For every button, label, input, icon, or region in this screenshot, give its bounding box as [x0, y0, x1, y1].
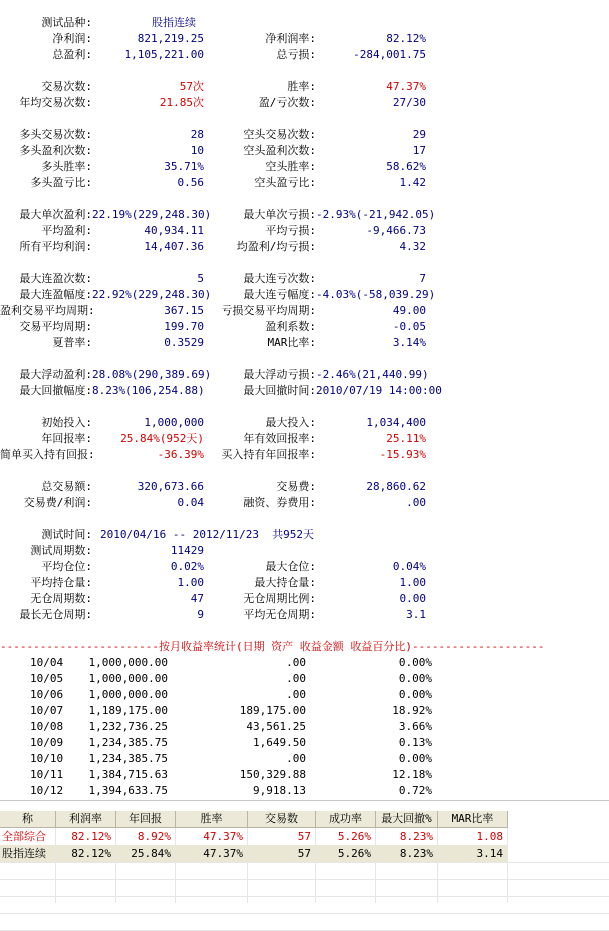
grid-line: [0, 896, 609, 897]
short-trades-value: 29: [412, 128, 426, 141]
grid-cell: 47.37%: [176, 828, 248, 845]
fee-profit-value: 0.04: [177, 496, 204, 509]
avg-profit-value: 40,934.11: [144, 224, 204, 237]
win-loss-count-label: 盈/亏次数:: [258, 96, 316, 109]
monthly-pct: 0.00%: [398, 672, 432, 685]
mar-value: 3.14%: [392, 336, 426, 349]
grid-cell: 82.12%: [56, 828, 116, 845]
long-wins-label: 多头盈利次数:: [19, 144, 92, 157]
short-win-rate-value: 58.62%: [386, 160, 426, 173]
monthly-row: [0, 719, 609, 735]
no-pos-periods-label: 无仓周期数:: [30, 592, 92, 605]
row-holding: [0, 575, 609, 591]
monthly-amount: .00: [286, 672, 306, 685]
monthly-date: 10/06: [30, 688, 64, 701]
grid-cell: 57: [248, 828, 316, 845]
monthly-date: 10/09: [30, 736, 64, 749]
grid-column-line: [175, 828, 176, 903]
long-trades-label: 多头交易次数:: [19, 128, 92, 141]
max-drawdown-value: 8.23%(106,254.88): [92, 384, 205, 397]
max-holding-value: 1.00: [399, 576, 426, 589]
test-time-value: 2010/04/16 -- 2012/11/23 共952天: [100, 528, 315, 541]
annual-eff-return-label: 年有效回报率:: [243, 432, 316, 445]
monthly-row: [0, 735, 609, 751]
monthly-amount: .00: [286, 752, 306, 765]
max-consec-wins-label: 最大连盈次数:: [19, 272, 92, 285]
trades-label: 交易次数:: [41, 80, 92, 93]
short-win-rate-label: 空头胜率:: [265, 160, 316, 173]
trade-avg-period-label: 交易平均周期:: [19, 320, 92, 333]
monthly-asset: 1,189,175.00: [88, 704, 168, 717]
avg-no-pos-label: 平均无仓周期:: [243, 608, 316, 621]
row-buy-hold: [0, 447, 609, 463]
monthly-pct: 18.92%: [392, 704, 432, 717]
monthly-date: 10/11: [30, 768, 64, 781]
grid-column-line: [55, 828, 56, 903]
annual-eff-return-value: 25.11%: [386, 432, 426, 445]
bh-return-value: -36.39%: [157, 448, 204, 461]
grid-cell: 82.12%: [56, 845, 116, 862]
row-avg-period: [0, 319, 609, 335]
no-pos-ratio-value: 0.00: [399, 592, 426, 605]
monthly-date: 10/07: [30, 704, 64, 717]
row-long-trades: [0, 127, 609, 143]
avg-loss-label: 平均亏损:: [265, 224, 316, 237]
avg-position-label: 平均仓位:: [41, 560, 92, 573]
avg-ratio-label: 均盈利/均亏损:: [236, 240, 316, 253]
monthly-amount: 189,175.00: [239, 704, 306, 717]
monthly-asset: 1,234,385.75: [88, 752, 168, 765]
grid-header-cell[interactable]: 利润率: [56, 811, 116, 828]
net-profit-value: 821,219.25: [137, 32, 204, 45]
monthly-pct: 0.00%: [398, 688, 432, 701]
grid-cell: 8.23%: [376, 845, 438, 862]
grid-column-line: [315, 828, 316, 903]
trades-value: 57次: [179, 80, 204, 93]
short-wins-value: 17: [412, 144, 426, 157]
grid-header-cell[interactable]: 称: [0, 811, 56, 828]
monthly-row: [0, 767, 609, 783]
grid-column-line: [375, 828, 376, 903]
product-value: 股指连续: [152, 16, 196, 29]
annual-return-value: 25.84%(952天): [120, 432, 204, 445]
max-drawdown-time-value: 2010/07/19 14:00:00: [316, 384, 442, 397]
monthly-amount: .00: [286, 688, 306, 701]
profit-factor-label: 盈利系数:: [265, 320, 316, 333]
long-pl-ratio-value: 0.56: [177, 176, 204, 189]
monthly-row: [0, 655, 609, 671]
init-capital-label: 初始投入:: [41, 416, 92, 429]
grid-column-line: [507, 828, 508, 903]
row-fees: [0, 495, 609, 511]
max-consec-loss-amp-value: -4.03%(-58,039.29): [316, 288, 436, 301]
total-volume-value: 320,673.66: [137, 480, 204, 493]
financing-fee-label: 融资、券费用:: [243, 496, 316, 509]
profit-factor-value: -0.05: [392, 320, 426, 333]
monthly-pct: 3.66%: [398, 720, 432, 733]
longest-no-pos-label: 最长无仓周期:: [19, 608, 92, 621]
row-avg-profit: [0, 223, 609, 239]
max-consec-win-amp-label: 最大连盈幅度:: [19, 288, 92, 301]
avg-position-value: 0.02%: [170, 560, 204, 573]
row-avg-all: [0, 239, 609, 255]
max-consec-loss-amp-label: 最大连亏幅度:: [243, 288, 316, 301]
monthly-date: 10/05: [30, 672, 64, 685]
grid-cell: 全部综合: [0, 828, 56, 845]
short-pl-ratio-value: 1.42: [399, 176, 426, 189]
win-loss-count-value: 27/30: [392, 96, 426, 109]
row-trades: [0, 79, 609, 95]
monthly-date: 10/10: [30, 752, 64, 765]
gross-profit-label: 总盈利:: [52, 48, 92, 61]
row-annual-return: [0, 431, 609, 447]
row-capital: [0, 415, 609, 431]
total-volume-label: 总交易额:: [41, 480, 92, 493]
short-trades-label: 空头交易次数:: [243, 128, 316, 141]
monthly-row: [0, 687, 609, 703]
avg-holding-value: 1.00: [177, 576, 204, 589]
max-capital-label: 最大投入:: [265, 416, 316, 429]
grid-header-cell[interactable]: 最大回撤%: [376, 811, 438, 828]
gross-profit-value: 1,105,221.00: [124, 48, 204, 61]
grid-row[interactable]: [0, 828, 508, 845]
monthly-row: [0, 671, 609, 687]
max-single-loss-value: -2.93%(-21,942.05): [316, 208, 436, 221]
profit-trade-period-value: 367.15: [164, 304, 204, 317]
monthly-amount: .00: [286, 656, 306, 669]
row-annual-trades: [0, 95, 609, 111]
monthly-date: 10/12: [30, 784, 64, 797]
max-drawdown-label: 最大回撤幅度:: [19, 384, 92, 397]
win-rate-label: 胜率:: [287, 80, 316, 93]
annual-trades-label: 年均交易次数:: [19, 96, 92, 109]
long-pl-ratio-label: 多头盈亏比:: [30, 176, 92, 189]
financing-fee-value: .00: [406, 496, 426, 509]
test-periods-value: 11429: [170, 544, 204, 557]
max-drawdown-time-label: 最大回撤时间:: [243, 384, 316, 397]
row-no-pos: [0, 591, 609, 607]
grid-cell: 股指连续: [0, 845, 56, 862]
row-sharpe: [0, 335, 609, 351]
grid-column-line: [247, 828, 248, 903]
row-position: [0, 559, 609, 575]
max-float-loss-label: 最大浮动亏损:: [243, 368, 316, 381]
max-position-value: 0.04%: [392, 560, 426, 573]
monthly-amount: 9,918.13: [253, 784, 306, 797]
grid-header-cell[interactable]: 交易数: [248, 811, 316, 828]
loss-trade-period-value: 49.00: [392, 304, 426, 317]
monthly-title-row: [0, 639, 609, 655]
monthly-amount: 1,649.50: [253, 736, 306, 749]
monthly-row: [0, 703, 609, 719]
gross-loss-value: -284,001.75: [353, 48, 426, 61]
monthly-row: [0, 751, 609, 767]
row-drawdown: [0, 383, 609, 399]
short-wins-label: 空头盈利次数:: [243, 144, 316, 157]
grid-column-line: [115, 828, 116, 903]
net-profit-rate-value: 82.12%: [386, 32, 426, 45]
max-consec-wins-value: 5: [197, 272, 204, 285]
grid-cell: 5.26%: [316, 845, 376, 862]
avg-all-profit-label: 所有平均利润:: [19, 240, 92, 253]
row-test-periods: [0, 543, 609, 559]
commission-label: 交易费:: [276, 480, 316, 493]
monthly-pct: 0.00%: [398, 656, 432, 669]
init-capital-value: 1,000,000: [144, 416, 204, 429]
grid-cell: 47.37%: [176, 845, 248, 862]
product-label: 测试品种:: [41, 16, 92, 29]
monthly-date: 10/04: [30, 656, 64, 669]
grid-header-cell[interactable]: MAR比率: [438, 811, 508, 828]
max-consec-win-amp-value: 22.92%(229,248.30): [92, 288, 212, 301]
monthly-asset: 1,234,385.75: [88, 736, 168, 749]
row-long-wins: [0, 143, 609, 159]
grid-cell: 25.84%: [116, 845, 176, 862]
sharpe-label: 夏普率:: [52, 336, 92, 349]
monthly-title: ------------------------按月收益率统计(日期 资产 收益金额 收益百分比)--------------------: [0, 640, 545, 653]
grid-header-cell[interactable]: 胜率: [176, 811, 248, 828]
grid-row[interactable]: [0, 845, 508, 862]
avg-no-pos-value: 3.1: [406, 608, 426, 621]
row-no-pos-len: [0, 607, 609, 623]
long-wins-value: 10: [190, 144, 204, 157]
row-consec-count: [0, 271, 609, 287]
row-long-win-rate: [0, 159, 609, 175]
monthly-pct: 0.72%: [398, 784, 432, 797]
row-gross: [0, 47, 609, 63]
avg-loss-value: -9,466.73: [366, 224, 426, 237]
monthly-asset: 1,232,736.25: [88, 720, 168, 733]
longest-no-pos-value: 9: [197, 608, 204, 621]
max-float-profit-label: 最大浮动盈利:: [19, 368, 92, 381]
net-profit-rate-label: 净利润率:: [265, 32, 316, 45]
row-pl-ratio: [0, 175, 609, 191]
long-win-rate-value: 35.71%: [164, 160, 204, 173]
monthly-asset: 1,000,000.00: [88, 688, 168, 701]
grid-cell: 5.26%: [316, 828, 376, 845]
monthly-row: [0, 783, 609, 799]
max-single-profit-value: 22.19%(229,248.30): [92, 208, 212, 221]
grid-cell: 3.14: [438, 845, 508, 862]
grid-cell: 8.92%: [116, 828, 176, 845]
sharpe-value: 0.3529: [164, 336, 204, 349]
monthly-pct: 0.13%: [398, 736, 432, 749]
row-volume: [0, 479, 609, 495]
grid-header-cell[interactable]: 成功率: [316, 811, 376, 828]
row-net-profit: [0, 31, 609, 47]
annual-trades-value: 21.85次: [159, 96, 204, 109]
monthly-asset: 1,394,633.75: [88, 784, 168, 797]
row-product: [0, 15, 609, 31]
monthly-amount: 43,561.25: [246, 720, 306, 733]
row-test-time: [0, 527, 609, 543]
fee-profit-label: 交易费/利润:: [23, 496, 92, 509]
gross-loss-label: 总亏损:: [276, 48, 316, 61]
bh-annual-return-label: 买入持有年回报率:: [221, 448, 316, 461]
grid-column-line: [437, 828, 438, 903]
monthly-amount: 150,329.88: [239, 768, 306, 781]
grid-cell: 1.08: [438, 828, 508, 845]
avg-profit-label: 平均盈利:: [41, 224, 92, 237]
max-single-profit-label: 最大单次盈利:: [19, 208, 92, 221]
profit-trade-period-label: 盈利交易平均周期:: [0, 304, 95, 317]
loss-trade-period-label: 亏损交易平均周期:: [221, 304, 316, 317]
max-consec-losses-value: 7: [419, 272, 426, 285]
avg-holding-label: 平均持仓量:: [30, 576, 92, 589]
mar-label: MAR比率:: [267, 336, 316, 349]
no-pos-periods-value: 47: [190, 592, 204, 605]
grid-line: [0, 862, 609, 863]
bh-annual-return-value: -15.93%: [379, 448, 426, 461]
no-pos-ratio-label: 无仓周期比例:: [243, 592, 316, 605]
max-float-loss-value: -2.46%(21,440.99): [316, 368, 429, 381]
grid-cell: 8.23%: [376, 828, 438, 845]
net-profit-label: 净利润:: [52, 32, 92, 45]
max-capital-value: 1,034,400: [366, 416, 426, 429]
grid-line: [0, 913, 609, 914]
max-single-loss-label: 最大单次亏损:: [243, 208, 316, 221]
row-max-single: [0, 207, 609, 223]
test-periods-label: 测试周期数:: [30, 544, 92, 557]
commission-value: 28,860.62: [366, 480, 426, 493]
max-holding-label: 最大持仓量:: [254, 576, 316, 589]
monthly-date: 10/08: [30, 720, 64, 733]
test-time-label: 测试时间:: [41, 528, 92, 541]
annual-return-label: 年回报率:: [41, 432, 92, 445]
monthly-pct: 0.00%: [398, 752, 432, 765]
avg-ratio-value: 4.32: [399, 240, 426, 253]
avg-all-profit-value: 14,407.36: [144, 240, 204, 253]
grid-cell: 57: [248, 845, 316, 862]
short-pl-ratio-label: 空头盈亏比:: [254, 176, 316, 189]
max-consec-losses-label: 最大连亏次数:: [243, 272, 316, 285]
row-consec-amp: [0, 287, 609, 303]
grid-header-cell[interactable]: 年回报: [116, 811, 176, 828]
win-rate-value: 47.37%: [386, 80, 426, 93]
results-grid[interactable]: [0, 800, 609, 903]
monthly-asset: 1,000,000.00: [88, 672, 168, 685]
row-trade-period: [0, 303, 609, 319]
max-position-label: 最大仓位:: [265, 560, 316, 573]
trade-avg-period-value: 199.70: [164, 320, 204, 333]
monthly-asset: 1,000,000.00: [88, 656, 168, 669]
grid-line: [0, 879, 609, 880]
long-win-rate-label: 多头胜率:: [41, 160, 92, 173]
row-float: [0, 367, 609, 383]
max-float-profit-value: 28.08%(290,389.69): [92, 368, 212, 381]
long-trades-value: 28: [190, 128, 204, 141]
bh-return-label: 简单买入持有回报:: [0, 448, 95, 461]
monthly-asset: 1,384,715.63: [88, 768, 168, 781]
monthly-pct: 12.18%: [392, 768, 432, 781]
